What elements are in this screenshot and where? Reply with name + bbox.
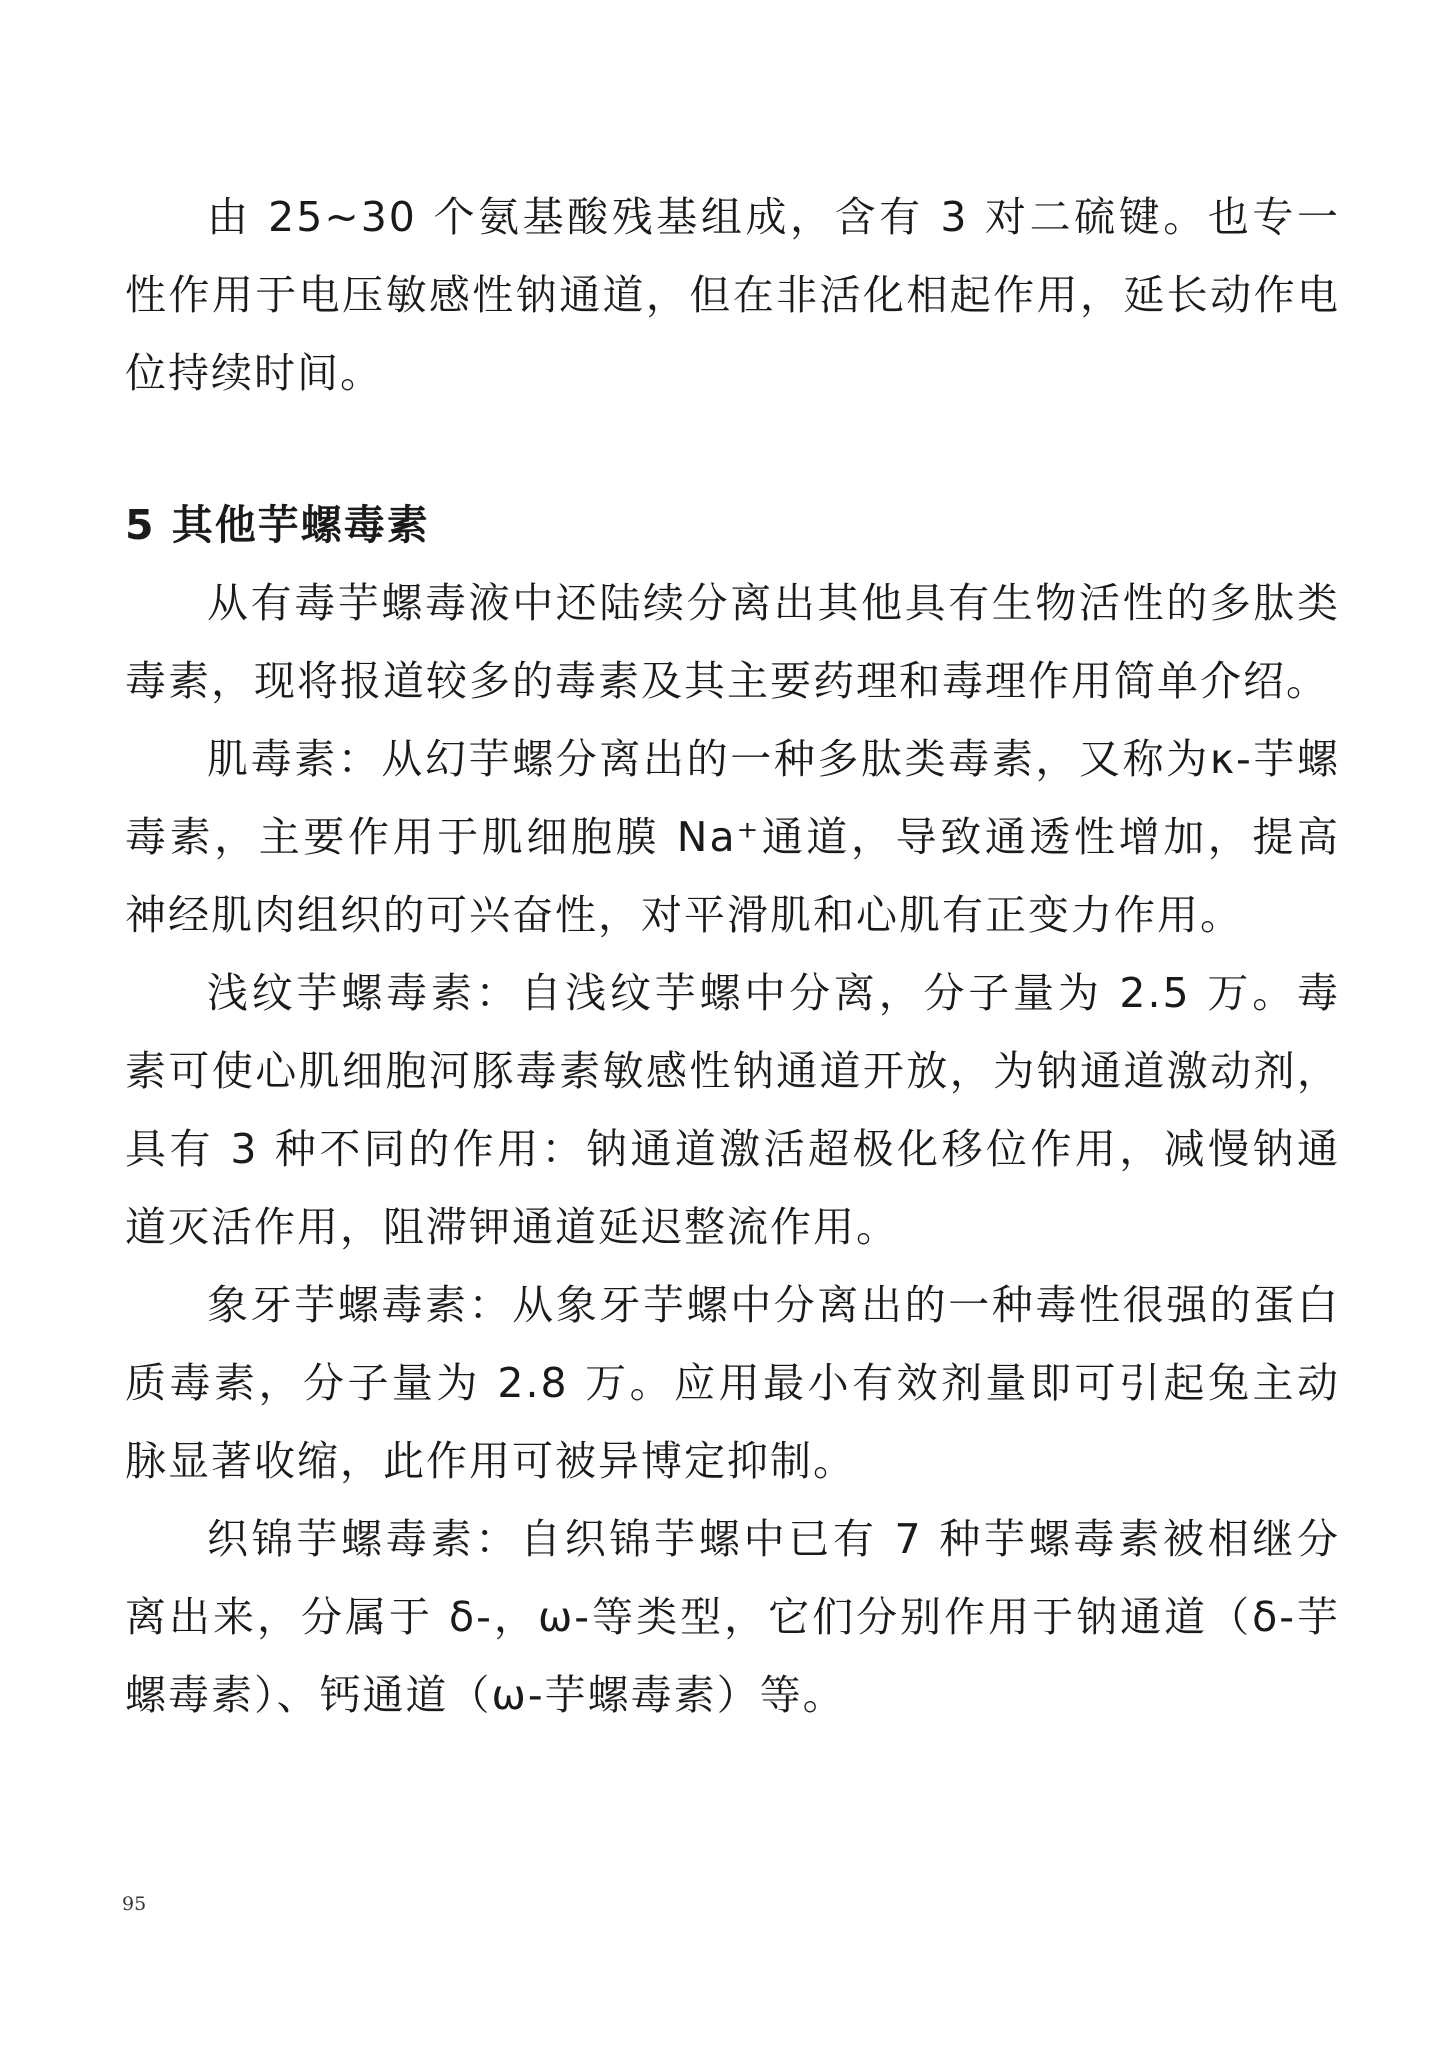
page-number: 95 <box>122 1893 147 1915</box>
section-heading: 5 其他芋螺毒素 <box>125 501 430 549</box>
paragraph-eburneus: 象牙芋螺毒素：从象牙芋螺中分离出的一种毒性很强的蛋白质毒素，分子量为 2.8 万。应用最小有效剂量即可引起兔主动脉显著收缩，此作用可被异博定抑制。 <box>125 1281 1340 1485</box>
paragraph-striatus: 浅纹芋螺毒素：自浅纹芋螺中分离，分子量为 2.5 万。毒素可使心肌细胞河豚毒素敏感性钠通道开放，为钠通道激动剂，具有 3 种不同的作用：钠通道激活超极化移位作用，减慢钠通道灭活作用，阻滞钾通道延迟整流作用。 <box>125 969 1340 1251</box>
paragraph-section-intro: 从有毒芋螺毒液中还陆续分离出其他具有生物活性的多肽类毒素，现将报道较多的毒素及其主要药理和毒理作用简单介绍。 <box>125 579 1340 705</box>
page-content <box>125 178 1340 1734</box>
paragraph-textile: 织锦芋螺毒素：自织锦芋螺中已有 7 种芋螺毒素被相继分离出来，分属于 δ-，ω-等类型，它们分别作用于钠通道（δ-芋螺毒素）、钙通道（ω-芋螺毒素）等。 <box>125 1515 1340 1719</box>
paragraph-intro: 由 25~30 个氨基酸残基组成，含有 3 对二硫键。也专一性作用于电压敏感性钠通道，但在非活化相起作用，延长动作电位持续时间。 <box>125 193 1340 397</box>
paragraph-myotoxin: 肌毒素：从幻芋螺分离出的一种多肽类毒素，又称为κ-芋螺毒素，主要作用于肌细胞膜 Na⁺通道，导致通透性增加，提高神经肌肉组织的可兴奋性，对平滑肌和心肌有正变力作用。 <box>125 735 1340 939</box>
